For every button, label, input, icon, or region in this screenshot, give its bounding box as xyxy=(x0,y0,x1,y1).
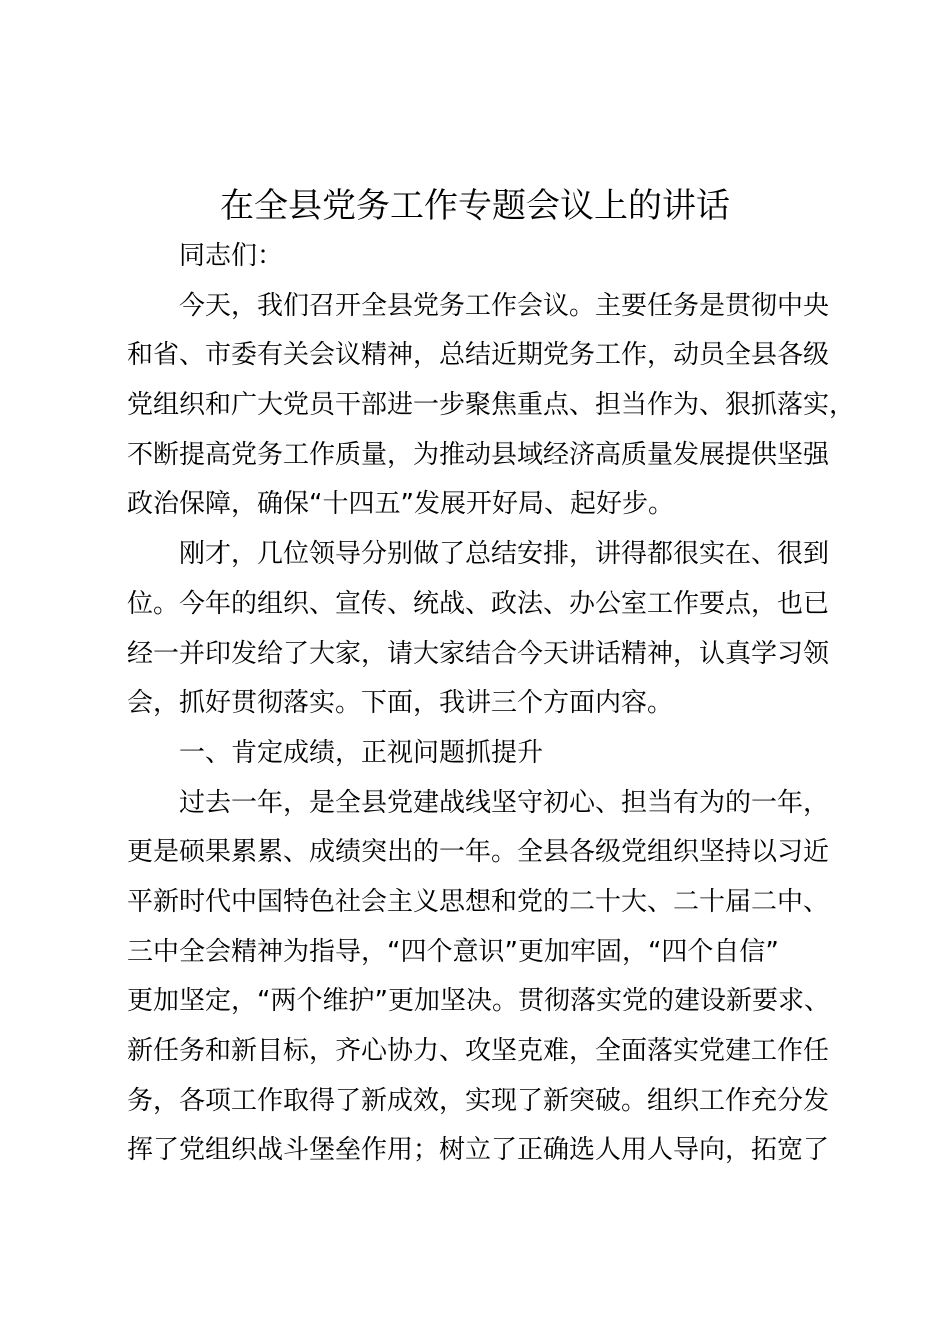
text-line: 刚才，几位领导分别做了总结安排，讲得都很实在、很到 xyxy=(179,539,830,570)
text-line: 不断提高党务工作质量，为推动县域经济高质量发展提供坚强 xyxy=(127,439,830,470)
text-line: 平新时代中国特色社会主义思想和党的二十大、二十届二中、 xyxy=(127,886,830,917)
text-line: 和省、市委有关会议精神，总结近期党务工作，动员全县各级 xyxy=(127,340,830,371)
text-line: 经一并印发给了大家，请大家结合今天讲话精神，认真学习领 xyxy=(127,638,830,669)
text-line: 更是硕果累累、成绩突出的一年。全县各级党组织坚持以习近 xyxy=(127,837,830,868)
text-line: 务，各项工作取得了新成效，实现了新突破。组织工作充分发 xyxy=(127,1085,830,1116)
text-line: 新任务和新目标，齐心协力、攻坚克难，全面落实党建工作任 xyxy=(127,1036,830,1066)
text-line: 政治保障，确保“十四五”发展开好局、起好步。 xyxy=(127,489,674,520)
text-line: 同志们： xyxy=(179,241,284,271)
text-line: 会，抓好贯彻落实。下面，我讲三个方面内容。 xyxy=(127,688,674,719)
text-line: 今天，我们召开全县党务工作会议。主要任务是贯彻中央 xyxy=(179,290,830,321)
text-line: 更加坚定，“两个维护”更加坚决。贯彻落实党的建设新要求、 xyxy=(127,986,830,1017)
text-line: 挥了党组织战斗堡垒作用；树立了正确选人用人导向，拓宽了 xyxy=(127,1135,830,1166)
text-line: 一、肯定成绩，正视问题抓提升 xyxy=(179,737,544,768)
text-line: 过去一年，是全县党建战线坚守初心、担当有为的一年， xyxy=(179,787,830,818)
text-line: 位。今年的组织、宣传、统战、政法、办公室工作要点，也已 xyxy=(127,588,830,619)
document-body xyxy=(127,232,856,1176)
text-line: 三中全会精神为指导，“四个意识”更加牢固，“四个自信” xyxy=(127,936,779,967)
document-title: 在全县党务工作专题会议上的讲话 xyxy=(220,186,730,226)
text-line: 党组织和广大党员干部进一步聚焦重点、担当作为、狠抓落实， xyxy=(127,390,856,421)
